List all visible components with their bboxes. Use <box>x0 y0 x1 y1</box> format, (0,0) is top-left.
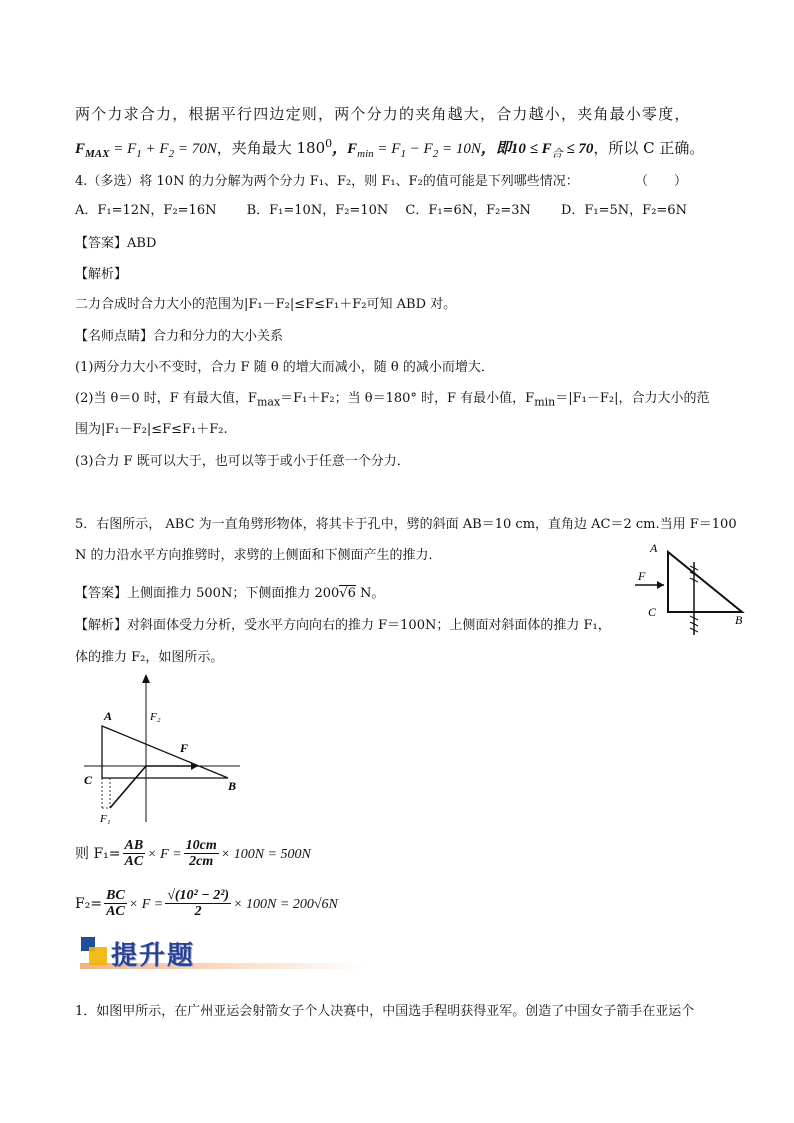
teacher-tip-3: 围为|F₁－F₂|≤F≤F₁＋F₂. <box>75 422 228 437</box>
analysis-5-line-2: 体的推力 F₂，如图所示。 <box>75 650 224 665</box>
question-5-line-2: N 的力沿水平方向推劈时，求劈的上侧面和下侧面产生的推力． <box>75 548 442 563</box>
banner-square-yellow <box>89 947 107 965</box>
label-F: F <box>180 741 189 755</box>
fraction: $\frac{10cm}{2cm}$ <box>185 838 217 870</box>
sqrt-6: √6 <box>339 586 356 601</box>
answer-4: 【答案】ABD <box>75 236 157 251</box>
fraction: $\frac{BC}{AC}$ <box>106 888 125 920</box>
question-4-options: A．F₁=12N，F₂=16N B．F₁=10N，F₂=10N C．F₁=6N，F₂=3N D．F₁=5N，F₂=6N <box>75 203 687 218</box>
question-5-line-1: 5．右图所示， ABC 为一直角劈形物体，将其卡于孔中，劈的斜面 AB＝10 cm，直角边 AC＝2 cm.当用 F＝100 <box>75 517 737 532</box>
analysis-5-line-1: 【解析】对斜面体受力分析，受水平方向向右的推力 F＝100N；上侧面对斜面体的推力 F₁， <box>75 618 611 633</box>
analysis-4-text: 二力合成时合力大小的范围为|F₁－F₂|≤F≤F₁＋F₂可知 ABD 对。 <box>75 297 457 312</box>
force-arrowhead <box>657 581 664 589</box>
teacher-tip-heading: 【名师点睛】合力和分力的大小关系 <box>75 329 284 344</box>
fraction: $\frac{AB}{AC}$ <box>124 838 144 870</box>
wedge-triangle <box>668 552 742 612</box>
text-line-2: $F_{MAX} = F_1 + F_2 = 70N$，夹角最大 $180^0$，$F_{min} = F_1 - F_2 = 10N$，即$10 \le F_合 \le 70$，所以 C 正确。 <box>75 137 705 160</box>
label-A: A <box>104 709 113 723</box>
force-F-arrowhead <box>191 762 198 770</box>
fraction: $\frac{\text{√(10² − 2²)}}{2}$ <box>167 888 230 920</box>
teacher-tip-1: (1)两分力大小不变时，合力 F 随 θ 的增大而减小，随 θ 的减小而增大． <box>75 360 494 375</box>
label-F1: F₁ <box>100 813 111 825</box>
next-question-1: 1．如图甲所示，在广州亚运会射箭女子个人决赛中，中国选手程明获得亚军。创造了中国女子箭手在亚运个 <box>75 1004 695 1019</box>
question-4: 4.（多选）将 10N 的力分解为两个分力 F₁、F₂，则 F₁、F₂的值可能是下列哪些情况： （ ） <box>75 174 688 189</box>
force-diagram <box>80 672 250 827</box>
label-F: F <box>638 569 646 583</box>
analysis-4-heading: 【解析】 <box>75 267 128 282</box>
banner-title: 提升题 <box>111 941 196 971</box>
label-C: C <box>84 773 93 787</box>
wedge-outline <box>102 726 228 778</box>
label-F2: F₂ <box>150 711 161 723</box>
text-line-1: 两个力求合力，根据平行四边定则，两个分力的夹角越大，合力越小，夹角最小零度， <box>75 105 691 123</box>
y-axis-arrowhead <box>142 674 150 683</box>
label-A: A <box>650 541 658 555</box>
teacher-tip-2: (2)当 θ＝0 时，F 有最大值，$F_{max}=F_1+F_2$；当 θ＝180° 时，F 有最小值，$F_{min}=|F_1-F_2|$，合力大小的范 <box>75 391 710 409</box>
label-B: B <box>735 613 743 627</box>
section-banner <box>75 935 375 977</box>
answer-5: 【答案】上侧面推力 500N；下侧面推力 200√6 N。 <box>75 586 385 601</box>
equation-2: F₂= $\frac{BC}{AC}$ × F = $\frac{\text{√(10² − 2²)}}{2}$ × 100N = 200√6N <box>75 888 338 920</box>
force-F1 <box>110 766 146 808</box>
label-C: C <box>648 605 657 619</box>
wedge-figure <box>630 540 755 640</box>
equation-1: 则 F₁= $\frac{AB}{AC}$ × F = $\frac{10cm}{2cm}$ × 100N = 500N <box>75 838 311 870</box>
label-B: B <box>228 779 237 793</box>
teacher-tip-4: (3)合力 F 既可以大于，也可以等于或小于任意一个分力． <box>75 454 410 469</box>
